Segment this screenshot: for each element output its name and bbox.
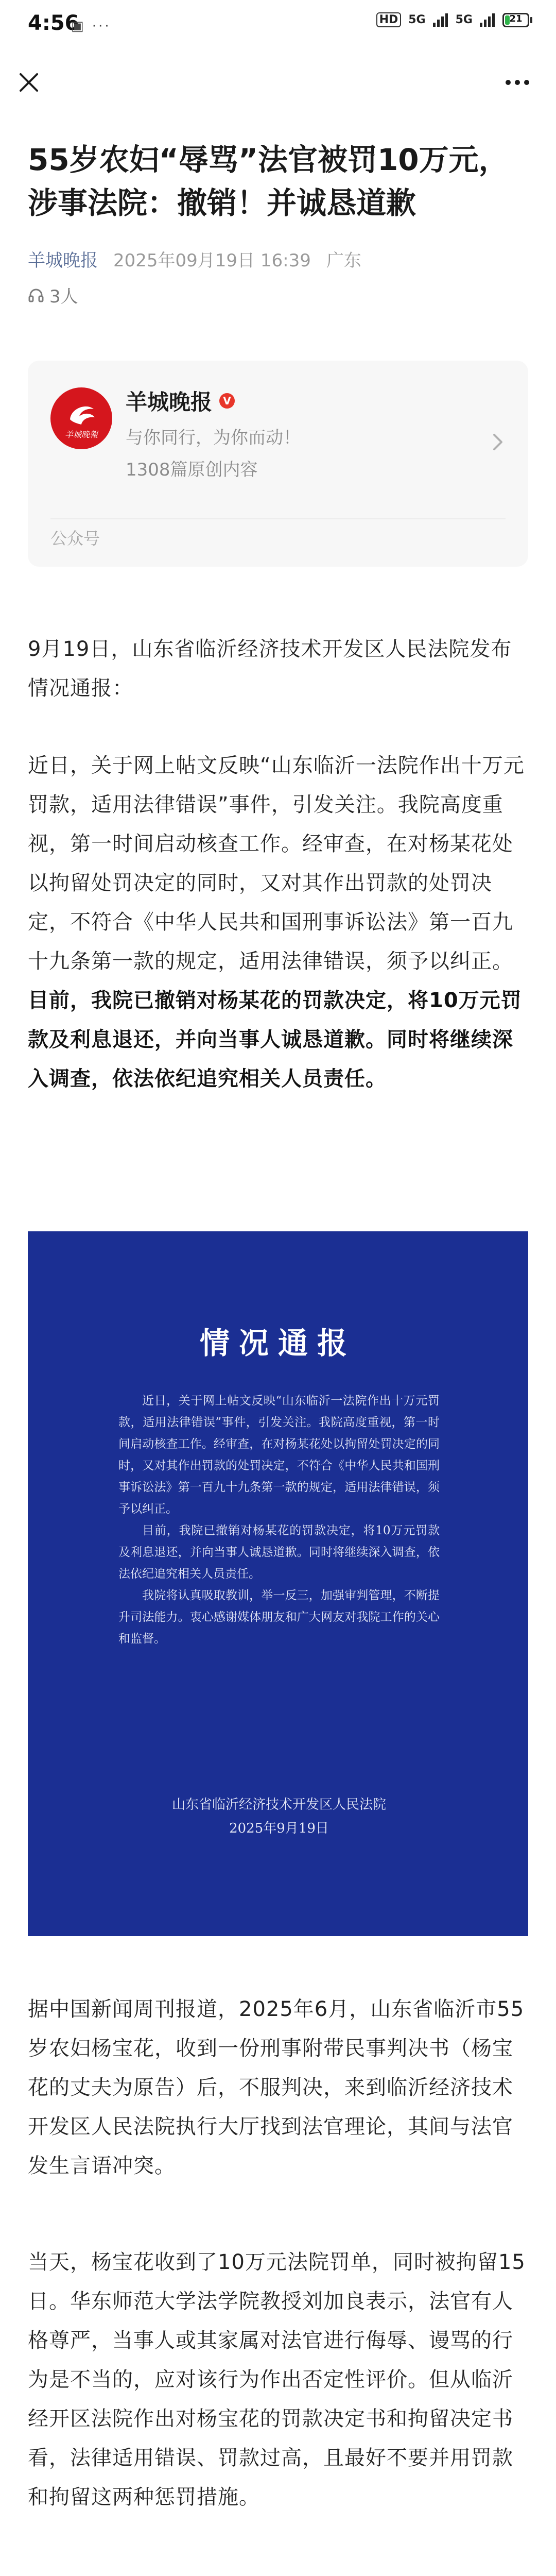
paragraph-2: [28, 746, 528, 1098]
account-article-count: 1308篇原创内容: [126, 460, 258, 480]
listen-count[interactable]: [28, 282, 78, 308]
signal-bars-icon: [433, 13, 448, 27]
paragraph-3: 据中国新闻周刊报道，2025年6月，山东省临沂市55岁农妇杨宝花，收到一份刑事附带民事判决书（杨宝花的丈夫为原告）后，不服判决，来到临沂经济技术开发区人民法院执行大厅找到法官理论，其间与法官发生言语冲突。: [28, 1997, 525, 2178]
account-name: 羊城晚报 V: [126, 385, 235, 416]
notification-indicators: ▣ ···: [71, 19, 111, 34]
article-datetime: 2025年09月19日 16:39: [113, 250, 311, 271]
battery-icon: [502, 13, 532, 27]
paragraph-2-text: 近日，关于网上帖文反映“山东临沂一法院作出十万元罚款，适用法律错误”事件，引发关注。我院高度重视，第一时间启动核查工作。经审查，在对杨某花处以拘留处罚决定的同时，又对其作出罚款的处罚决定，不符合《中华人民共和国刑事诉讼法》第一百九十九条第一款的规定，适用法律错误，须予以纠正。: [28, 754, 525, 973]
notice-signature-date: 2025年9月19日: [229, 1821, 329, 1836]
notice-image[interactable]: [28, 1231, 528, 1936]
card-divider: [50, 518, 506, 519]
headphones-icon: [28, 287, 44, 303]
more-icon: [499, 67, 535, 98]
notice-paragraph: 我院将认真吸取教训，举一反三，加强审判管理，不断提升司法能力。衷心感谢媒体朋友和广大网友对我院工作的关心和监督。: [118, 1589, 440, 1646]
notice-signature-org: 山东省临沂经济技术开发区人民法院: [171, 1797, 386, 1812]
paragraph-4: 当天，杨宝花收到了10万元法院罚单，同时被拘留15日。华东师范大学法学院教授刘加良表示，法官有人格尊严，当事人或其家属对法官进行侮辱、谩骂的行为是不当的，应对该行为作出否定性评价。但从临沂经开区法院作出对杨宝花的罚款决定书和拘留决定书看，法律适用错误、罚款过高，且最好不要并用罚款和拘留这两种惩罚措施。: [28, 2250, 526, 2509]
verified-icon: V: [219, 393, 235, 409]
article-title: 55岁农妇“辱骂”法官被罚10万元，涉事法院：撤销！并诚恳道歉: [28, 142, 509, 221]
battery-percent: 21: [509, 13, 523, 24]
signal-5g-label-1: 5G: [408, 13, 426, 26]
more-button[interactable]: [499, 67, 535, 98]
account-slogan: 与你同行，为你而动！: [126, 428, 301, 448]
close-icon: [13, 67, 44, 98]
notice-title: 情况通报: [199, 1326, 356, 1361]
status-bar: [0, 0, 556, 57]
account-logo: 羊城晚報: [50, 387, 112, 449]
newspaper-logo-icon: [50, 387, 112, 449]
notice-paragraph: 目前，我院已撤销对杨某花的罚款决定，将10万元罚款及利息退还，并向当事人诚恳道歉。同时将继续深入调查，依法依纪追究相关人员责任。: [118, 1524, 440, 1581]
notice-signature: [118, 1793, 440, 1840]
article-source-link[interactable]: 羊城晚报: [28, 250, 98, 271]
hd-badge: HD: [376, 12, 402, 27]
article-meta: [28, 246, 361, 272]
close-button[interactable]: [13, 67, 44, 98]
paragraph-1: 9月19日，山东省临沂经济技术开发区人民法院发布情况通报：: [28, 637, 512, 700]
paragraph-2-bold: 目前，我院已撤销对杨某花的罚款决定，将10万元罚款及利息退还，并向当事人诚恳道歉。同时将继续深入调查，依法依纪追究相关人员责任。: [28, 989, 522, 1091]
notice-paragraph: 近日，关于网上帖文反映“山东临沂一法院作出十万元罚款，适用法律错误”事件，引发关注。我院高度重视，第一时间启动核查工作。经审查，在对杨某花处以拘留处罚决定的同时，又对其作出罚款的处罚决定，不符合《中华人民共和国刑事诉讼法》第一百九十九条第一款的规定，适用法律错误，须予以纠正。: [118, 1394, 440, 1516]
account-card[interactable]: [28, 361, 528, 567]
article-location: 广东: [326, 250, 361, 271]
account-type-label: 公众号: [50, 529, 100, 548]
status-right-group: [376, 12, 532, 27]
signal-5g-label-2: 5G: [455, 13, 473, 26]
listener-count: 3人: [49, 286, 78, 307]
chevron-right-icon: [488, 427, 509, 457]
signal-bars-icon-2: [480, 13, 495, 27]
notice-body: [118, 1390, 440, 1650]
status-time: 4:56: [28, 11, 79, 35]
